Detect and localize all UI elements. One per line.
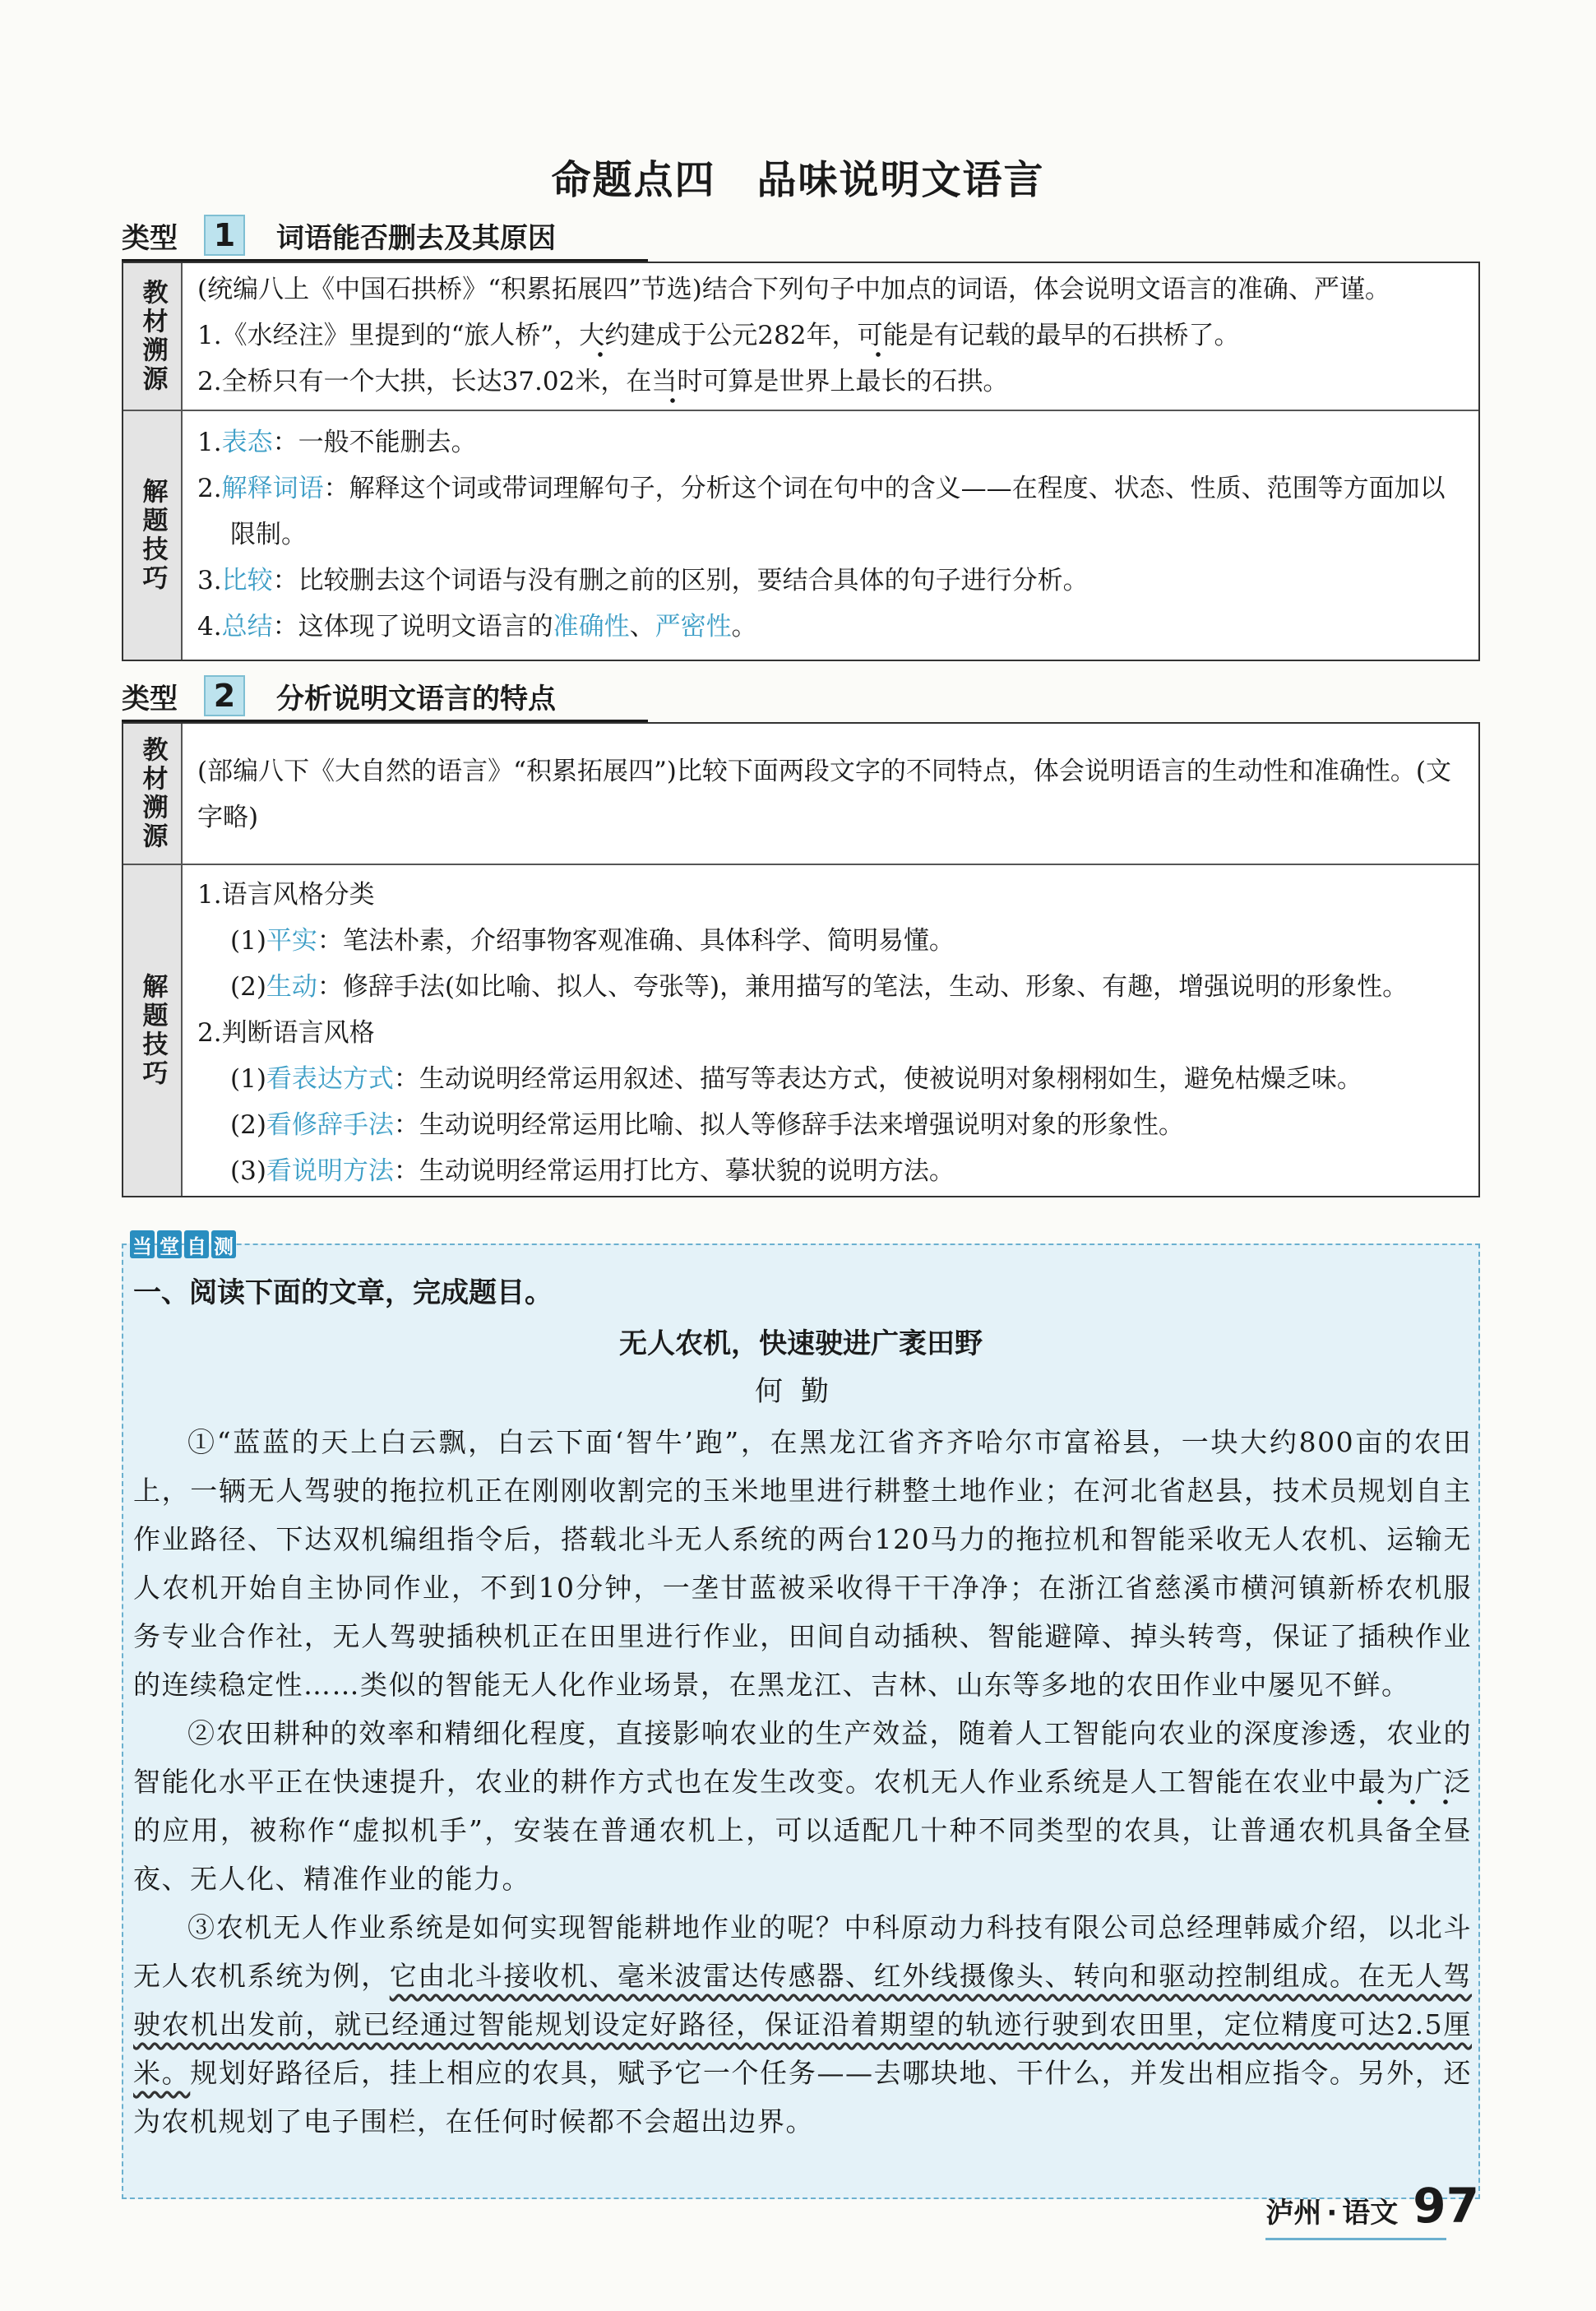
source-side-label: 教材溯源 [123, 263, 183, 410]
skill-heading-2: 2.判断语言风格 [197, 1018, 375, 1048]
source-row [123, 263, 1478, 411]
style-2: (2)生动：修辞手法(如比喻、拟人、夸张等)，兼用描写的笔法，生动、形象、有趣，增强说明的形象性。 [230, 972, 1409, 1002]
footer-location: 泸州 [1265, 2197, 1322, 2230]
footer-underline [1265, 2238, 1446, 2240]
source-side-label: 教材溯源 [123, 724, 183, 864]
footer-separator: · [1326, 2197, 1338, 2230]
source-row [123, 724, 1478, 865]
article-title: 无人农机，快速驶进广袤田野 [619, 1327, 983, 1360]
skill-3: 3.比较：比较删去这个词语与没有删之前的区别，要结合具体的句子进行分析。 [197, 566, 1089, 595]
skill-heading-1: 1.语言风格分类 [197, 880, 375, 910]
paragraph-2: ②农田耕种的效率和精细化程度，直接影响农业的生产效益，随着人工智能向农业的深度渗透，农业的智能化水平正在快速提升，农业的耕作方式也在发生改变。农机无人作业系统是人工智能在农业中最为广泛的应用，被称作“虚拟机手”，安装在普通农机上，可以适配几十种不同类型的农具，让普通农机具备全昼夜、无人化、精准作业的能力。 [133, 1717, 1473, 1895]
skill-row [123, 865, 1478, 1196]
page-footer [1265, 2178, 1479, 2234]
judge-3: (3)看说明方法：生动说明经常运用打比方、摹状貌的说明方法。 [230, 1156, 955, 1186]
dotted-word: 最为广泛 [1358, 1766, 1472, 1806]
practice-section [122, 1234, 1480, 2199]
type2-header [122, 673, 556, 719]
skill-side-label: 解题技巧 [123, 411, 183, 660]
source-content [183, 724, 1478, 864]
article-body [133, 1418, 1472, 2146]
source-text: (部编八下《大自然的语言》“积累拓展四”)比较下面两段文字的不同特点，体会说明语言的生动性和准确性。(文字略) [197, 757, 1451, 832]
skill-1: 1.表态：一般不能删去。 [197, 428, 477, 457]
page-number: 97 [1413, 2178, 1479, 2234]
type1-box [122, 262, 1480, 661]
skill-side-label: 解题技巧 [123, 865, 183, 1196]
source-sentence-1: 1.《水经注》里提到的“旅人桥”，大约建成于公元282年，可能是有记载的最早的石拱桥了。 [197, 313, 1465, 359]
style-1: (1)平实：笔法朴素，介绍事物客观准确、具体科学、简明易懂。 [230, 926, 955, 956]
judge-2: (2)看修辞手法：生动说明经常运用比喻、拟人等修辞手法来增强说明对象的形象性。 [230, 1110, 1184, 1140]
source-intro: (统编八上《中国石拱桥》“积累拓展四”节选)结合下列句子中加点的词语，体会说明文语言的准确、严谨。 [197, 275, 1390, 304]
type-label: 类型 [122, 682, 178, 716]
paragraph-3: ③农机无人作业系统是如何实现智能耕地作业的呢？中科原动力科技有限公司总经理韩威介绍，以北斗无人农机系统为例，它由北斗接收机、毫米波雷达传感器、红外线摄像头、转向和驱动控制组成。在无人驾驶农机出发前，就已经通过智能规划设定好路径，保证沿着期望的轨迹行驶到农田里，定位精度可达2.5厘米。规划好路径后，挂上相应的农具，赋予它一个任务——去哪块地、干什么，并发出相应指令。另外，还为农机规划了电子围栏，在任何时候都不会超出边界。 [133, 1911, 1473, 2137]
type2-box [122, 722, 1480, 1197]
dotted-word: 大约 [579, 321, 630, 359]
type1-header [122, 212, 556, 258]
skill-2: 2.解释词语：解释这个词或带词理解句子，分析这个词在句中的含义——在程度、状态、性质、范围等方面加以限制。 [197, 474, 1446, 549]
dotted-word: 可能 [857, 321, 908, 359]
paragraph-1: ①“蓝蓝的天上白云飘，白云下面‘智牛’跑”，在黑龙江省齐齐哈尔市富裕县，一块大约800亩的农田上，一辆无人驾驶的拖拉机正在刚刚收割完的玉米地里进行耕整土地作业；在河北省赵县，技术员规划自主作业路径、下达双机编组指令后，搭载北斗无人系统的两台120马力的拖拉机和智能采收无人农机、运输无人农机开始自主协同作业，不到10分钟，一垄甘蓝被采收得干干净净；在浙江省慈溪市横河镇新桥农机服务专业合作社，无人驾驶插秧机正在田里进行作业，田间自动插秧、智能避障、掉头转弯，保证了插秧作业的连续稳定性……类似的智能无人化作业场景，在黑龙江、吉林、山东等多地的农田作业中屡见不鲜。 [133, 1426, 1472, 1701]
type2-title: 分析说明文语言的特点 [276, 682, 556, 716]
judge-1: (1)看表达方式：生动说明经常运用叙述、描写等表达方式，使被说明对象栩栩如生，避免枯燥乏味。 [230, 1064, 1362, 1094]
type-label: 类型 [122, 221, 178, 255]
footer-subject: 语文 [1342, 2197, 1399, 2230]
type-number-badge: 2 [204, 675, 245, 716]
type1-title: 词语能否删去及其原因 [276, 221, 556, 255]
skill-4: 4.总结：这体现了说明文语言的准确性、严密性。 [197, 612, 757, 641]
practice-instruction: 一、阅读下面的文章，完成题目。 [133, 1276, 553, 1309]
skill-content [183, 865, 1478, 1196]
skill-content [183, 411, 1478, 660]
skill-row [123, 411, 1478, 660]
source-content [183, 263, 1478, 410]
practice-badge: 当 堂 自 测 [130, 1230, 236, 1258]
article-author: 何勤 [755, 1375, 847, 1408]
dotted-word: 当时 [651, 367, 702, 405]
type-number-badge: 1 [204, 215, 245, 256]
source-sentence-2: 2.全桥只有一个大拱，长达37.02米，在当时可算是世界上最长的石拱。 [197, 359, 1465, 405]
page-title: 命题点四 品味说明文语言 [551, 157, 1045, 203]
underlined-passage: 它由北斗接收机、毫米波雷达传感器、红外线摄像头、转向和驱动控制组成。在无人驾驶农机出发前，就已经通过智能规划设定好路径，保证沿着期望的轨迹行驶到农田里，定位精度可达2.5厘米。 [133, 1960, 1473, 2089]
